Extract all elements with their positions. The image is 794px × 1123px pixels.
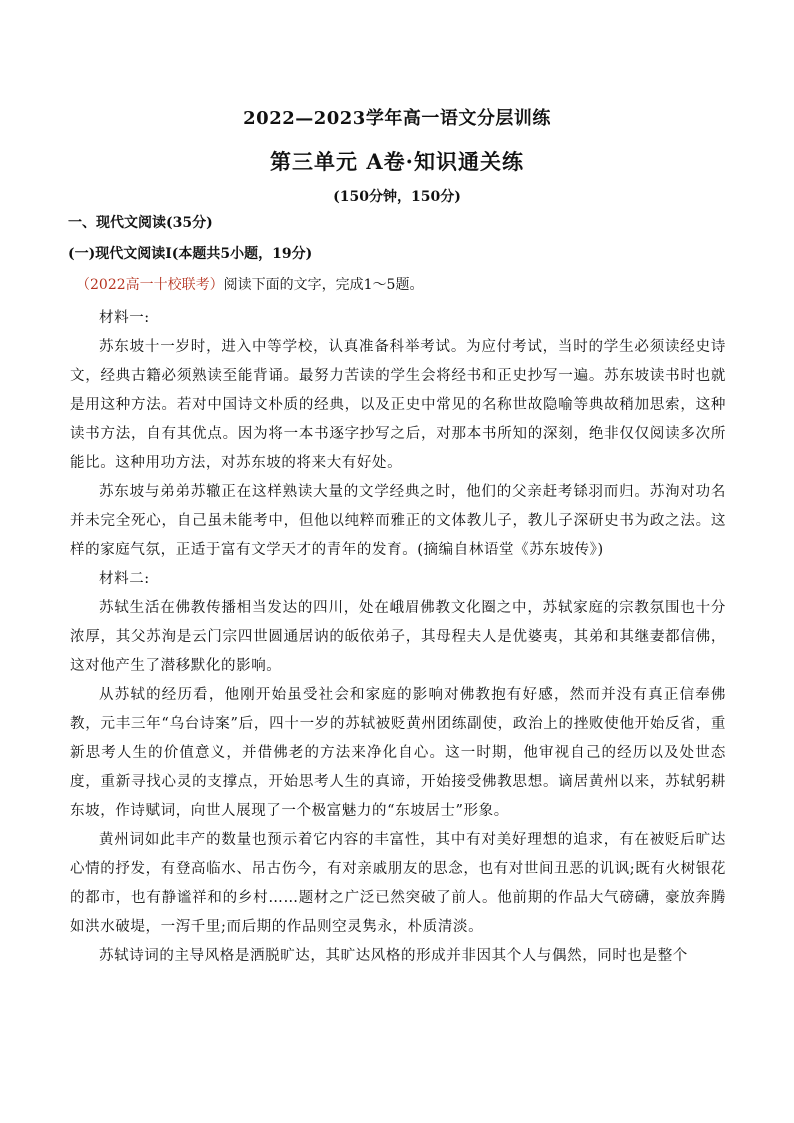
paragraph: 苏轼诗词的主导风格是洒脱旷达，其旷达风格的形成并非因其个人与偶然，同时也是整个 [99,948,688,964]
paragraph: 苏东坡与弟弟苏辙正在这样熟读大量的文学经典之时，他们的父亲赶考铩羽而归。苏洵对功名并未完全死心，自己虽未能考中，但他以纯粹而雅正的文体教儿子，教儿子深研史书为政之法。这样的家庭气氛，正适于富有文学天才的青年的发育。(摘编自林语堂《苏东坡传》) [70,484,726,558]
time-score-note: (150分钟，150分) [333,189,461,205]
paragraph: 从苏轼的经历看，他刚开始虽受社会和家庭的影响对佛教抱有好感，然而并没有真正信奉佛教，元丰三年“乌台诗案”后，四十一岁的苏轼被贬黄州团练副使，政治上的挫败使他开始反省，重新思考人生的价值意义，并借佛老的方法来净化自心。这一时期，他审视自己的经历以及处世态度，重新寻找心灵的支撑点，开始思考人生的真谛，开始接受佛教思想。谪居黄州以来，苏轼躬耕东坡，作诗赋词，向世人展现了一个极富魅力的“东坡居士”形象。 [70,687,726,819]
reading-instruction [76,274,423,294]
subsection-heading: (一)现代文阅读Ⅰ(本题共5小题，19分) [68,246,313,262]
unit-title: 第三单元 A卷·知识通关练 [270,149,524,174]
paragraph: 苏轼生活在佛教传播相当发达的四川，处在峨眉佛教文化圈之中，苏轼家庭的宗教氛围也十分浓厚，其父苏洵是云门宗四世圆通居讷的皈依弟子，其母程夫人是优婆夷，其弟和其继妻都信佛，这对他产生了潜移默化的影响。 [70,600,726,674]
instruction-text: 阅读下面的文字，完成1～5题。 [223,277,424,293]
material-label: 材料二: [99,571,150,587]
section-heading: 一、现代文阅读(35分) [68,215,213,231]
material-label: 材料一: [99,310,150,326]
source-tag: （2022高一十校联考） [76,277,224,293]
document-title: 2022—2023学年高一语文分层训练 [243,108,551,129]
reading-passage [70,304,726,971]
paragraph: 黄州词如此丰产的数量也预示着它内容的丰富性，其中有对美好理想的追求，有在被贬后旷达心情的抒发，有登高临水、吊古伤今，有对亲戚朋友的思念，也有对世间丑恶的讥讽;既有火树银花的都市，也有静谧祥和的乡村……题材之广泛已然突破了前人。他前期的作品大气磅礴，豪放奔腾如洪水破堤，一泻千里;而后期的作品则空灵隽永，朴质清淡。 [70,832,726,935]
paragraph: 苏东坡十一岁时，进入中等学校，认真准备科举考试。为应付考试，当时的学生必须读经史诗文，经典古籍必须熟读至能背诵。最努力苦读的学生会将经书和正史抄写一遍。苏东坡读书时也就是用这种方法。若对中国诗文朴质的经典，以及正史中常见的名称世故隐喻等典故稍加思索，这种读书方法，自有其优点。因为将一本书逐字抄写之后，对那本书所知的深刻，绝非仅仅阅读多次所能比。这种用功方法，对苏东坡的将来大有好处。 [70,339,726,471]
